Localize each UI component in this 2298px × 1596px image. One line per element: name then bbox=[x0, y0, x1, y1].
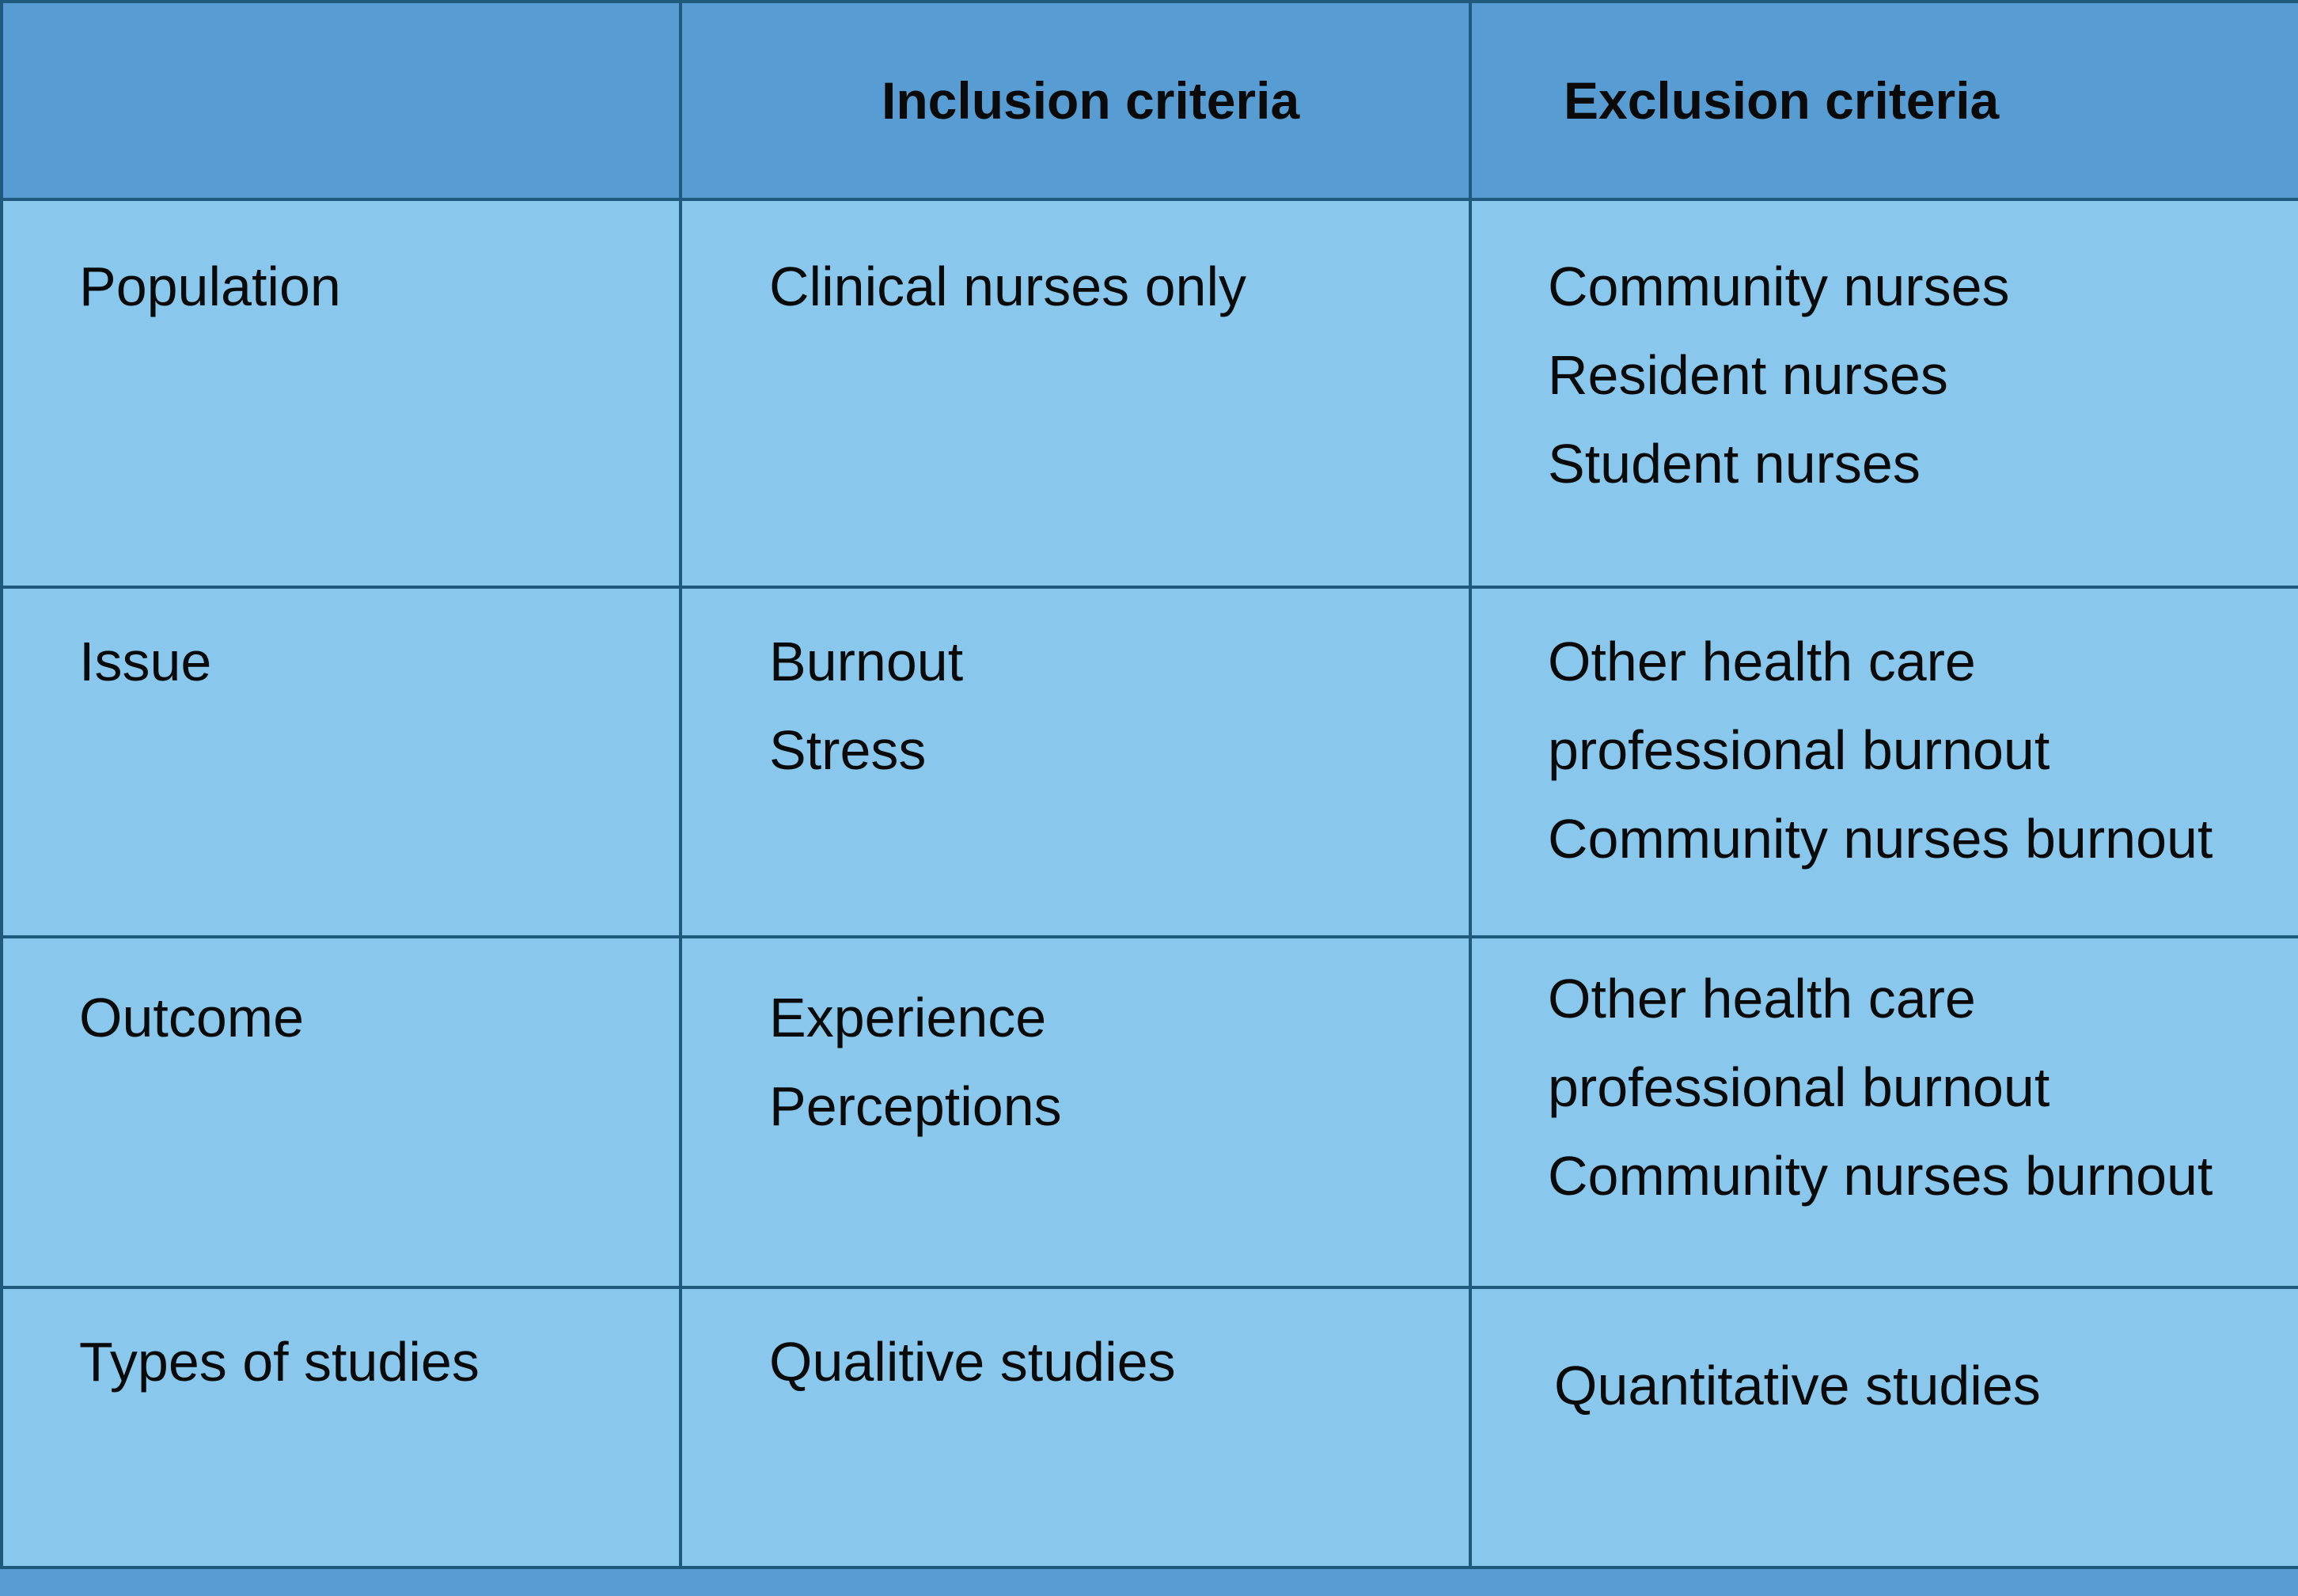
row-label-cell bbox=[2, 587, 681, 936]
exclusion-cell bbox=[1470, 937, 2298, 1287]
inclusion-cell bbox=[681, 937, 1470, 1287]
row-label: Outcome bbox=[79, 986, 304, 1048]
exclusion-item: Community nurses bbox=[1548, 256, 2010, 318]
exclusion-cell bbox=[1470, 199, 2298, 587]
inclusion-item: Clinical nurses only bbox=[769, 256, 1247, 318]
table-row-issue bbox=[2, 587, 2298, 936]
exclusion-item: Student nurses bbox=[1548, 433, 1921, 495]
row-label-cell bbox=[2, 937, 681, 1287]
inclusion-cell bbox=[681, 199, 1470, 587]
inclusion-item: Perceptions bbox=[769, 1075, 1062, 1137]
exclusion-item: professional burnout bbox=[1548, 719, 2050, 782]
table-row-types-of-studies bbox=[2, 1287, 2298, 1594]
table-row-outcome bbox=[2, 937, 2298, 1287]
row-label: Types of studies bbox=[79, 1331, 480, 1393]
inclusion-cell bbox=[681, 1287, 1470, 1594]
exclusion-cell bbox=[1470, 587, 2298, 936]
inclusion-item: Experience bbox=[769, 986, 1047, 1048]
row-label: Issue bbox=[79, 631, 212, 693]
exclusion-item: Quantitative studies bbox=[1554, 1355, 2041, 1417]
inclusion-cell bbox=[681, 587, 1470, 936]
header-exclusion: Exclusion criteria bbox=[1470, 2, 2298, 199]
row-label: Population bbox=[79, 256, 341, 318]
row-label-cell bbox=[2, 1287, 681, 1594]
table-row-population bbox=[2, 199, 2298, 587]
table-footer-strip bbox=[0, 1566, 2298, 1596]
exclusion-item: professional burnout bbox=[1548, 1056, 2050, 1118]
header-row-label bbox=[2, 2, 681, 199]
exclusion-item: Other health care bbox=[1548, 631, 1976, 693]
inclusion-item: Stress bbox=[769, 719, 927, 782]
exclusion-item: Other health care bbox=[1548, 967, 1976, 1029]
inclusion-item: Burnout bbox=[769, 631, 964, 693]
exclusion-item: Resident nurses bbox=[1548, 344, 1948, 407]
row-label-cell bbox=[2, 199, 681, 587]
exclusion-item: Community nurses burnout bbox=[1548, 1144, 2213, 1207]
exclusion-item: Community nurses burnout bbox=[1548, 808, 2213, 870]
header-inclusion: Inclusion criteria bbox=[681, 2, 1470, 199]
exclusion-cell bbox=[1470, 1287, 2298, 1594]
inclusion-item: Qualitive studies bbox=[769, 1331, 1176, 1393]
header-row bbox=[2, 2, 2298, 199]
